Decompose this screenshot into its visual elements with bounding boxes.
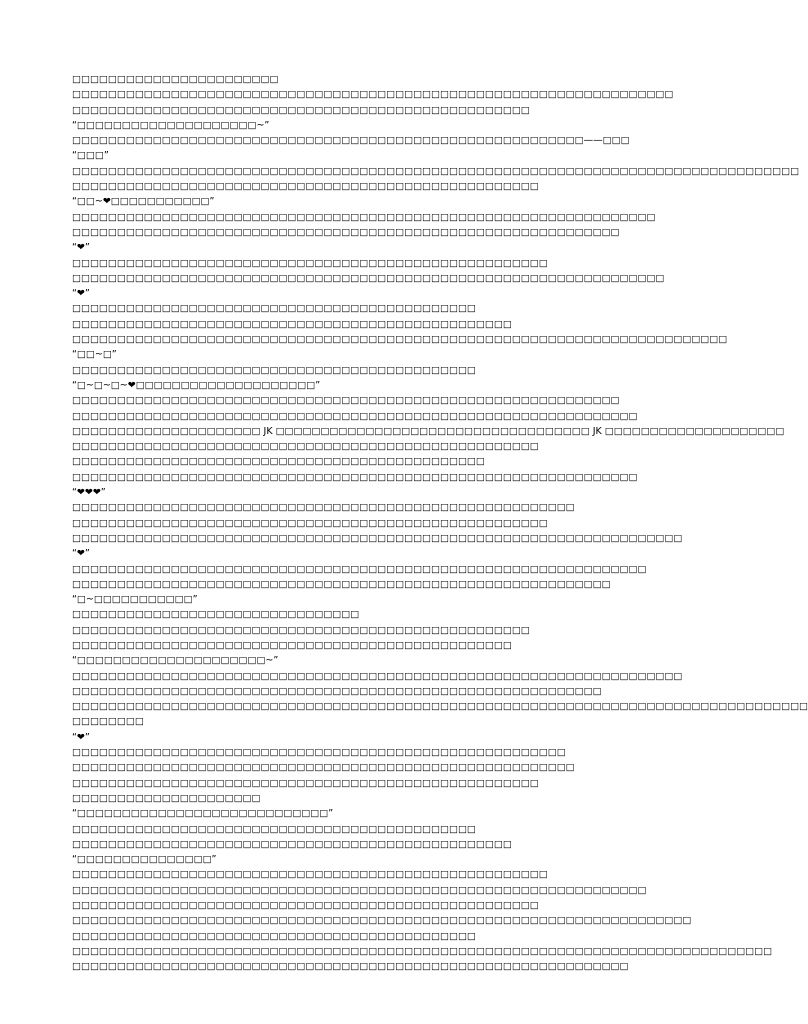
text-line: □□□□□□□□□□□□□□□□□□□□□□□□□□□□□□□□□□□□□□□□□□□□□□□□□□□□: [72, 777, 539, 789]
text-line: □□□□□□□□□□□□□□□□□□□□□□□□□□□□□□□□□□□□□□□□□□□□□□□□□□□□□□□□□——□□□: [72, 135, 630, 147]
dialogue-line: “❤”: [72, 548, 90, 560]
text-line: □□□□□□□□□□□□□□□□□□□□□□□□□□□□□□□□□□□□□□□□□□□□□□□□□□□□□□□: [72, 747, 566, 759]
text-line: □□□□□□□□□□□□□□□□□□□□□□□□□□□□□□□□□□□□□□□□□□□□□: [72, 823, 476, 835]
text-line: □□□□□□□□□□□□□□□□□□□□□□□□□□□□□□□□□□□□□□□□□□□□□□□□□□□□: [72, 900, 539, 912]
text-line: □□□□□□□□□□□□□□□□□□□□□□□□□□□□□□□□□□□□□□□□□□□□□□□□□□□□□□□□□□□□□□□□: [72, 884, 647, 896]
text-line: □□□□□□□□□□□□□□□□□□□□□□□□□□□□□□□□□□□□□□□□□□□□□□□□□□□□□: [72, 517, 548, 529]
text-line: □□□□□□□□□□□□□□□□□□□□□□□□□□□□□□□□□□□□□□□□□□□□□□□□□□□□□□□□□□□□□□□□□□□□□□□□□: [72, 334, 728, 346]
text-line: □□□□□□□□□□□□□□□□□□□□□□□□□□□□□□□□□□□□□□□□□□□□□□□□□□□□□□□□□□□□□: [72, 395, 620, 407]
text-line: □□□□□□□□□□□□□□□□□□□□□□□□□□□□□□□□□□□□□□□□□□□□□□□□□□□□□□□□□□□: [72, 685, 602, 697]
text-line: □□□□□□□□: [72, 716, 144, 728]
text-line: □□□□□□□□□□□□□□□□□□□□□□□□□□□□□□□□□□□□□□□□□□□□□□□□□□□□□: [72, 257, 548, 269]
dialogue-line: “□□□□□□□□□□□□□□□”: [72, 854, 217, 866]
dialogue-line: “□□□”: [72, 150, 109, 162]
dialogue-line: “□□~❤□□□□□□□□□□□”: [72, 196, 215, 208]
document-page: [72, 72, 808, 975]
dialogue-line: “□□□□□□□□□□□□□□□□□□□□□~”: [72, 655, 279, 667]
text-line: □□□□□□□□□□□□□□□□□□□□□□□□□□□□□□□□□□□□□□□□□□□□□□□□□□□□□□□□□□□□□□□□□□□: [72, 89, 674, 101]
text-line: □□□□□□□□□□□□□□□□□□□□□□□□□□□□□□□□□□□□□□□□□□□□□□□□□□□□□: [72, 869, 548, 881]
text-line: □□□□□□□□□□□□□□□□□□□□□□□□□□□□□□□□□□□□□□□□□□□□□□□□□□□: [72, 104, 530, 116]
dialogue-line: “□□~□”: [72, 349, 117, 361]
text-line: □□□□□□□□□□□□□□□□□□□□□□□□□□□□□□□□□□□□□□□□□□□□□□□□□: [72, 639, 512, 651]
text-line: □□□□□□□□□□□□□□□□□□□□□□□□□□□□□□□□□□□□□□□□□□□□□□□□□□□□□□□□□□□□□□□□□□□□□: [72, 915, 692, 927]
dialogue-line: “❤”: [72, 288, 90, 300]
text-line: □□□□□□□□□□□□□□□□□□□□□□□□□□□□□□□□□□□□□□□□□□□□□: [72, 303, 476, 315]
text-line: □□□□□□□□□□□□□□□□□□□□□□□□□□□□□□□□□□□□□□□□□□□□□□□□□□□□□□□□□□□□□□: [72, 961, 629, 973]
text-line: □□□□□□□□□□□□□□□□□□□□□□□□□□□□□□□□□□□□□□□□□□□□□□□□□□□□□□□□: [72, 502, 575, 514]
dialogue-line: “❤”: [72, 242, 90, 254]
dialogue-line: “□□□□□□□□□□□□□□□□□□□□~”: [72, 119, 270, 131]
dialogue-line: “□~□~□~❤□□□□□□□□□□□□□□□□□□□□”: [72, 379, 321, 391]
text-line: □□□□□□□□□□□□□□□□□□□□□□□□□□□□□□□□□□□□□□□□□□□□□□□□□: [72, 838, 512, 850]
text-line: □□□□□□□□□□□□□□□□□□□□□□□□□□□□□□□□□□□□□□□□□□□□□□□□□□□□□□□□□□□□□□□: [72, 410, 638, 422]
text-line: □□□□□□□□□□□□□□□□□□□□□□□□□□□□□□□□□□□□□□□□□□□□□□□□□□□□□□□□□□□□□□□□□□□□□□□□□□□□□□: [72, 945, 773, 957]
text-line: □□□□□□□□□□□□□□□□□□□□□: [72, 792, 261, 804]
text-line: □□□□□□□□□□□□□□□□□□□□□□□□□□□□□□□□□□□□□□□□□□□□□□□□□□□□: [72, 441, 539, 453]
dialogue-line: “❤❤❤”: [72, 487, 106, 499]
text-line: □□□□□□□□□□□□□□□□□□□□□□□□□□□□□□□□□□□□□□□□□□□□□□□□□□□□□□□□□□□□□□□: [72, 471, 638, 483]
text-line: □□□□□□□□□□□□□□□□□□□□□□□□□□□□□□□□□□□□□□□□□□□□□□□□□□□□□□□□□□□□□□□□□□: [72, 272, 665, 284]
text-line: □□□□□□□□□□□□□□□□□□□□□□□□□□□□□□□□□□□□□□□□□□□□□□□□□□□□□□□□□□□□□□□□□: [72, 211, 656, 223]
text-line: □□□□□□□□□□□□□□□□□□□□□□□□□□□□□□□□□□□□□□□□□□□□□□□□□□□□□□□□□□□□□□□□□□□□□□□□□□□□□□□□□: [72, 165, 800, 177]
text-line: □□□□□□□□□□□□□□□□□□□□□ JK □□□□□□□□□□□□□□□□□□□□□□□□□□□□□□□□□□□ JK □□□□□□□□□□□□□□□□□□□□: [72, 425, 785, 437]
dialogue-line: “❤”: [72, 731, 90, 743]
text-line: □□□□□□□□□□□□□□□□□□□□□□□□□□□□□□□□□□□□□□□□□□□□□□□□□□□□□□□□□□□□□: [72, 226, 620, 238]
text-line: □□□□□□□□□□□□□□□□□□□□□□□□□□□□□□□□□□□□□□□□□□□□□□□□□□□□□□□□□□□□□□□□□□□□: [72, 532, 683, 544]
text-line: □□□□□□□□□□□□□□□□□□□□□□□□□□□□□□□□□□□□□□□□□□□□□□□□□□□: [72, 624, 530, 636]
text-line: □□□□□□□□□□□□□□□□□□□□□□□□□□□□□□□□□□□□□□□□□□□□□□□□□□□□□□□□□□□□□□□□□□□□: [72, 670, 683, 682]
dialogue-line: “□□□□□□□□□□□□□□□□□□□□□□□□□□□□”: [72, 808, 334, 820]
text-line: □□□□□□□□□□□□□□□□□□□□□□□□□□□□□□□□□□□□□□□□□□□□□□□□□: [72, 318, 512, 330]
text-line: □□□□□□□□□□□□□□□□□□□□□□□□□□□□□□□□□□□□□□□□□□□□□□: [72, 456, 485, 468]
dialogue-line: “□~□□□□□□□□□□□”: [72, 594, 198, 606]
text-line: □□□□□□□□□□□□□□□□□□□□□□□□□□□□□□□□□□□□□□□□□□□□□□□□□□□□: [72, 181, 539, 193]
text-line: □□□□□□□□□□□□□□□□□□□□□□□: [72, 74, 279, 85]
text-line: □□□□□□□□□□□□□□□□□□□□□□□□□□□□□□□□: [72, 609, 360, 621]
text-line: □□□□□□□□□□□□□□□□□□□□□□□□□□□□□□□□□□□□□□□□□□□□□: [72, 930, 476, 942]
text-line: □□□□□□□□□□□□□□□□□□□□□□□□□□□□□□□□□□□□□□□□□□□□□□□□□□□□□□□□□□□□□□□□□□□□□□□□□□□□□□□□□□: [72, 701, 808, 713]
text-line: □□□□□□□□□□□□□□□□□□□□□□□□□□□□□□□□□□□□□□□□□□□□□□□□□□□□□□□□□□□□: [72, 578, 611, 590]
text-line: □□□□□□□□□□□□□□□□□□□□□□□□□□□□□□□□□□□□□□□□□□□□□: [72, 364, 476, 376]
text-line: □□□□□□□□□□□□□□□□□□□□□□□□□□□□□□□□□□□□□□□□□□□□□□□□□□□□□□□□□□□□□□□□: [72, 563, 647, 575]
text-line: □□□□□□□□□□□□□□□□□□□□□□□□□□□□□□□□□□□□□□□□□□□□□□□□□□□□□□□□: [72, 762, 575, 774]
